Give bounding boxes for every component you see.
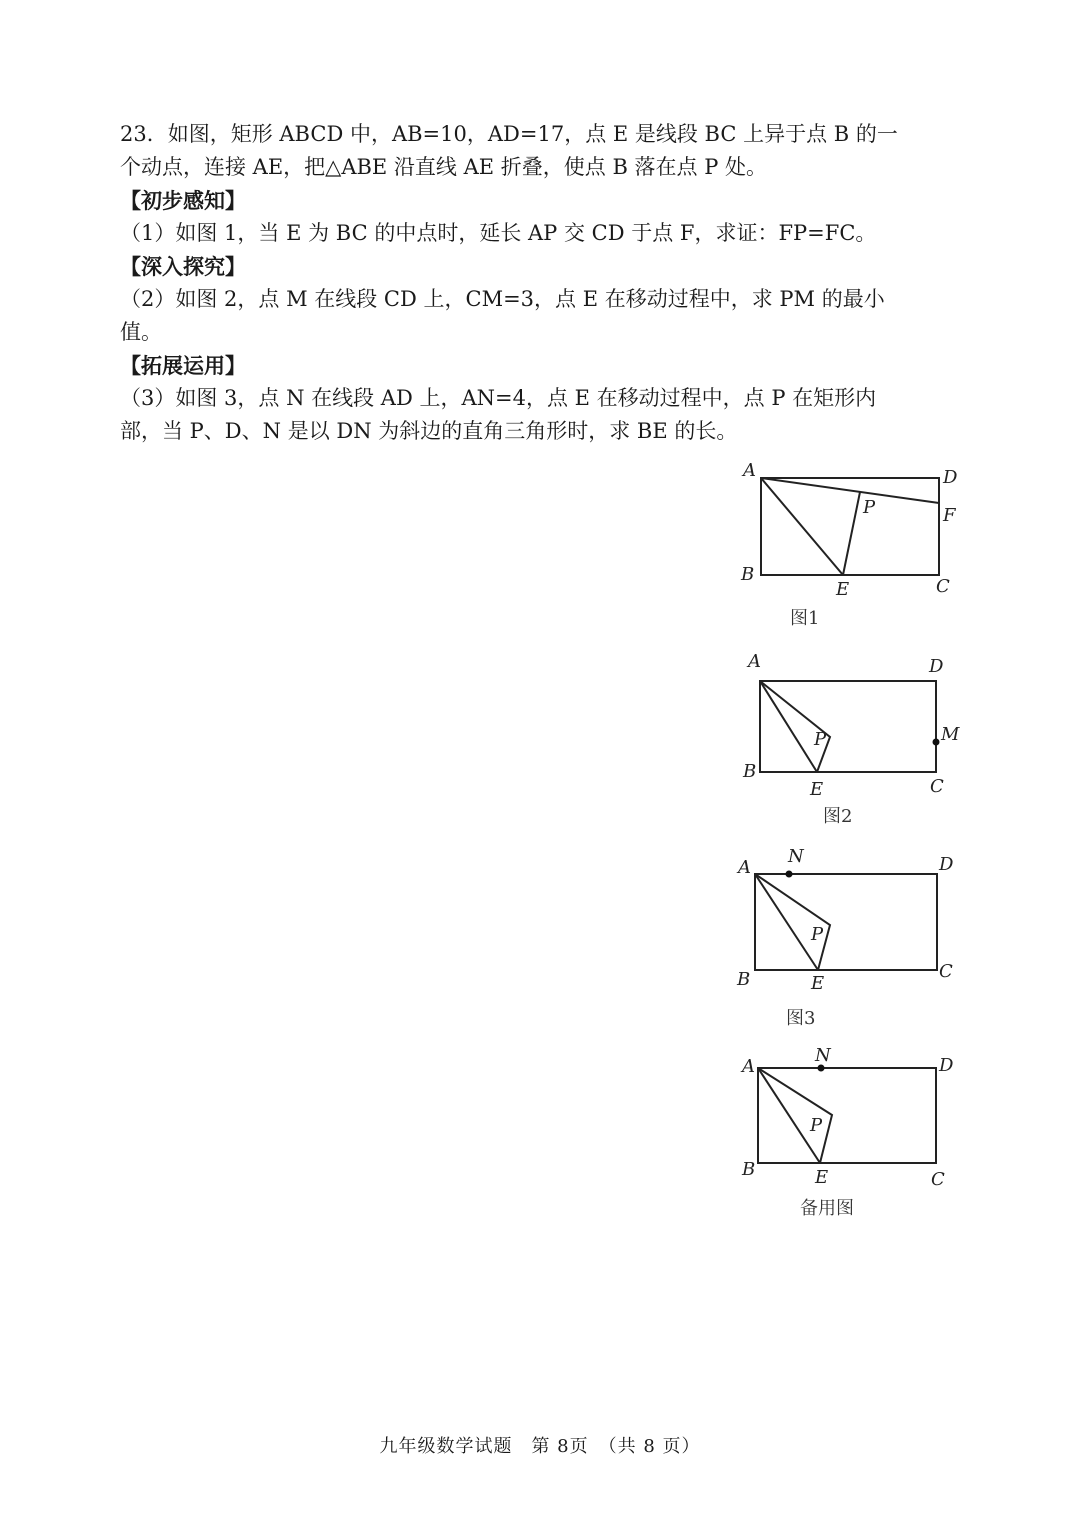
rectangle-abcd — [758, 1068, 936, 1163]
figure-spare — [730, 1043, 970, 1223]
label-d: D — [943, 467, 958, 488]
label-d: D — [939, 1055, 954, 1076]
label-c: C — [936, 576, 950, 597]
label-p: P — [811, 924, 824, 945]
point-m — [933, 739, 940, 746]
label-c: C — [931, 1169, 945, 1190]
rectangle-abcd — [760, 681, 936, 772]
problem-line: 部，当 P、D、N 是以 DN 为斜边的直角三角形时，求 BE 的长。 — [120, 419, 738, 443]
label-n: N — [815, 1045, 831, 1066]
problem-line: （3）如图 3，点 N 在线段 AD 上，AN=4，点 E 在移动过程中，点 P 在矩形内 — [120, 386, 877, 410]
rectangle-abcd — [761, 478, 939, 575]
label-n: N — [788, 846, 804, 867]
label-m: M — [941, 724, 960, 745]
label-b: B — [742, 1159, 756, 1180]
label-b: B — [741, 564, 755, 585]
figure-3 — [730, 843, 970, 1033]
section-heading: 【初步感知】 — [120, 188, 246, 213]
label-d: D — [929, 656, 944, 677]
point-n — [786, 871, 793, 878]
problem-line: 23．如图，矩形 ABCD 中，AB=10，AD=17，点 E 是线段 BC 上异于点 B 的一 — [120, 122, 898, 146]
figure-caption: 图1 — [790, 608, 820, 629]
figure-caption: 图3 — [786, 1008, 816, 1029]
segment-ae — [755, 874, 818, 970]
section-heading: 【深入探究】 — [120, 254, 246, 279]
page-footer: 九年级数学试题 第 8页 （共 8 页） — [379, 1436, 701, 1457]
problem-line: 值。 — [120, 320, 162, 344]
label-e: E — [836, 579, 850, 600]
label-p: P — [810, 1115, 823, 1136]
segment-ae — [760, 681, 817, 772]
section-heading: 【拓展运用】 — [120, 353, 246, 378]
label-e: E — [811, 973, 825, 994]
label-a: A — [748, 651, 761, 672]
problem-line: （2）如图 2，点 M 在线段 CD 上，CM=3，点 E 在移动过程中，求 PM 的最小 — [120, 287, 885, 311]
figure-1 — [730, 455, 970, 635]
figure-3-diagram — [730, 843, 970, 1033]
segment-pe — [843, 492, 860, 575]
label-a: A — [743, 460, 756, 481]
label-c: C — [930, 776, 944, 797]
label-a: A — [738, 857, 751, 878]
triangle-ape — [760, 681, 830, 772]
label-p: P — [863, 497, 876, 518]
label-d: D — [939, 854, 954, 875]
label-c: C — [939, 961, 953, 982]
problem-23 — [120, 118, 960, 448]
rectangle-abcd — [755, 874, 937, 970]
label-p: P — [814, 729, 827, 750]
problem-line: 个动点，连接 AE，把△ABE 沿直线 AE 折叠，使点 B 落在点 P 处。 — [120, 155, 768, 179]
figure-caption: 图2 — [823, 806, 853, 827]
problem-line: （1）如图 1，当 E 为 BC 的中点时，延长 AP 交 CD 于点 F，求证：FP=FC。 — [120, 221, 877, 245]
label-a: A — [742, 1056, 755, 1077]
label-e: E — [810, 779, 824, 800]
segment-ae — [761, 478, 843, 575]
label-f: F — [943, 505, 956, 526]
label-b: B — [737, 969, 751, 990]
label-e: E — [815, 1167, 829, 1188]
figure-caption: 备用图 — [800, 1198, 854, 1219]
segment-af — [761, 478, 939, 503]
label-b: B — [743, 761, 757, 782]
figure-2-diagram — [730, 650, 970, 830]
figure-spare-diagram — [730, 1043, 970, 1223]
triangle-ape — [755, 874, 830, 970]
figure-1-diagram — [730, 455, 970, 635]
figure-2 — [730, 650, 970, 830]
